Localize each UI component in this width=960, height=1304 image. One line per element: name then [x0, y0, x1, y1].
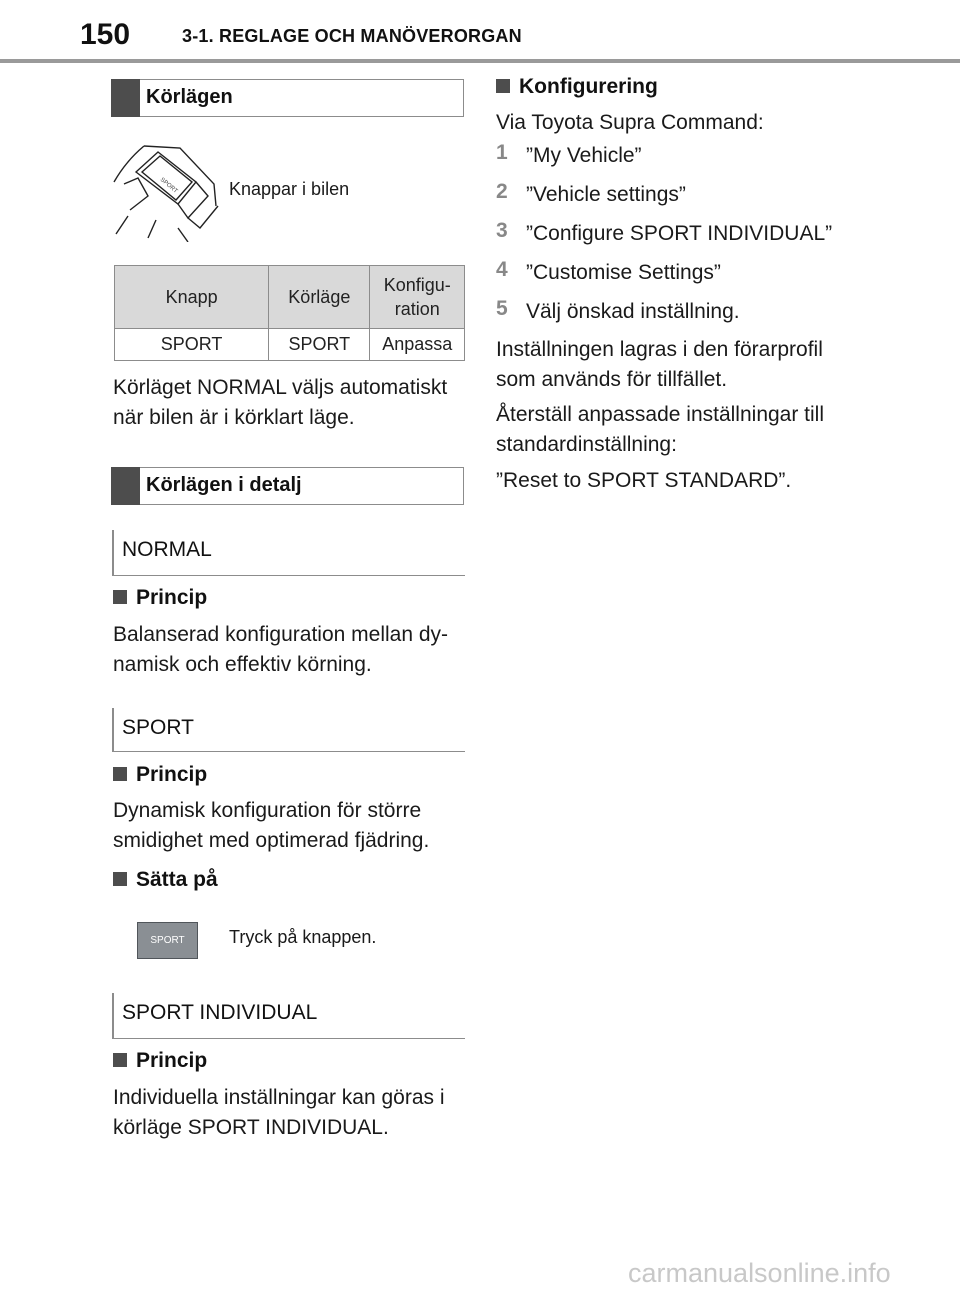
step-number: 4	[496, 258, 508, 281]
mode-heading-label: SPORT INDIVIDUAL	[122, 1001, 318, 1024]
body-text: Individuella inställningar kan göras i	[113, 1086, 445, 1109]
table-header-cell: Konfigu- ration	[370, 266, 465, 329]
drive-mode-buttons-illustration	[108, 138, 220, 242]
body-text: Via Toyota Supra Command:	[496, 111, 764, 134]
body-text: Inställningen lagras i den förarprofil	[496, 338, 823, 361]
section-header-korlagen	[111, 79, 464, 117]
mode-heading-sport	[112, 708, 465, 752]
bullet-square-icon	[113, 1053, 127, 1067]
table-cell: SPORT	[269, 329, 370, 361]
mode-heading-label: NORMAL	[122, 538, 212, 561]
table-cell: Anpassa	[370, 329, 465, 361]
svg-text:SPORT: SPORT	[158, 176, 179, 195]
body-text: körläge SPORT INDIVIDUAL.	[113, 1116, 389, 1139]
mode-heading-normal	[112, 530, 465, 576]
bullet-heading	[113, 763, 207, 787]
list-item	[496, 297, 740, 323]
step-number: 2	[496, 180, 508, 203]
button-caption: Tryck på knappen.	[229, 927, 377, 947]
body-text: Återställ anpassade inställningar till	[496, 403, 825, 426]
bullet-heading	[113, 1049, 207, 1073]
bullet-heading-label: Princip	[136, 1049, 208, 1072]
section-tab	[111, 467, 140, 505]
step-text: ”Customise Settings”	[526, 261, 721, 284]
bullet-heading	[113, 868, 218, 892]
page-number: 150	[80, 18, 131, 51]
bullet-square-icon	[113, 590, 127, 604]
body-text: namisk och effektiv körning.	[113, 653, 372, 676]
normal-auto-line: när bilen är i körklart läge.	[113, 406, 355, 429]
bullet-heading-label: Princip	[136, 586, 208, 609]
bullet-heading	[496, 75, 658, 99]
button-table	[114, 265, 465, 361]
body-text: Balanserad konfiguration mellan dy-	[113, 623, 449, 646]
mode-heading-sport-individual	[112, 993, 465, 1039]
body-text: ”Reset to SPORT STANDARD”.	[496, 469, 792, 492]
body-text: standardinställning:	[496, 433, 677, 456]
sport-button: SPORT	[137, 922, 198, 959]
section-title: Körlägen i detalj	[146, 474, 302, 496]
list-item	[496, 141, 642, 167]
table-cell: SPORT	[115, 329, 269, 361]
table-header-row	[115, 266, 465, 329]
normal-auto-line: Körläget NORMAL väljs automatiskt	[113, 376, 448, 399]
bullet-square-icon	[113, 767, 127, 781]
bullet-heading	[113, 586, 207, 610]
step-text: Välj önskad inställning.	[526, 300, 740, 323]
image-caption: Knappar i bilen	[229, 179, 350, 199]
table-header-cell: Knapp	[115, 266, 269, 329]
chapter-title: 3-1. REGLAGE OCH MANÖVERORGAN	[182, 26, 522, 46]
body-text: som används för tillfället.	[496, 368, 728, 391]
body-text: smidighet med optimerad fjädring.	[113, 829, 430, 852]
list-item	[496, 180, 686, 206]
list-item	[496, 219, 833, 245]
section-title: Körlägen	[146, 86, 233, 108]
bullet-square-icon	[113, 872, 127, 886]
step-number: 3	[496, 219, 508, 242]
watermark: carmanualsonline.info	[628, 1258, 891, 1288]
table-row	[115, 329, 465, 361]
bullet-heading-label: Konfigurering	[519, 75, 658, 98]
bullet-heading-label: Sätta på	[136, 868, 218, 891]
step-text: ”My Vehicle”	[526, 144, 642, 167]
step-number: 1	[496, 141, 508, 164]
table-header-cell: Körläge	[269, 266, 370, 329]
bullet-square-icon	[496, 79, 510, 93]
bullet-heading-label: Princip	[136, 763, 208, 786]
header-rule	[0, 59, 960, 63]
mode-heading-label: SPORT	[122, 716, 194, 739]
step-text: ”Configure SPORT INDIVIDUAL”	[526, 222, 833, 245]
section-tab	[111, 79, 140, 117]
step-number: 5	[496, 297, 508, 320]
body-text: Dynamisk konfiguration för större	[113, 799, 422, 822]
step-text: ”Vehicle settings”	[526, 183, 686, 206]
list-item	[496, 258, 721, 284]
section-header-korlagen-i-detalj	[111, 467, 464, 505]
